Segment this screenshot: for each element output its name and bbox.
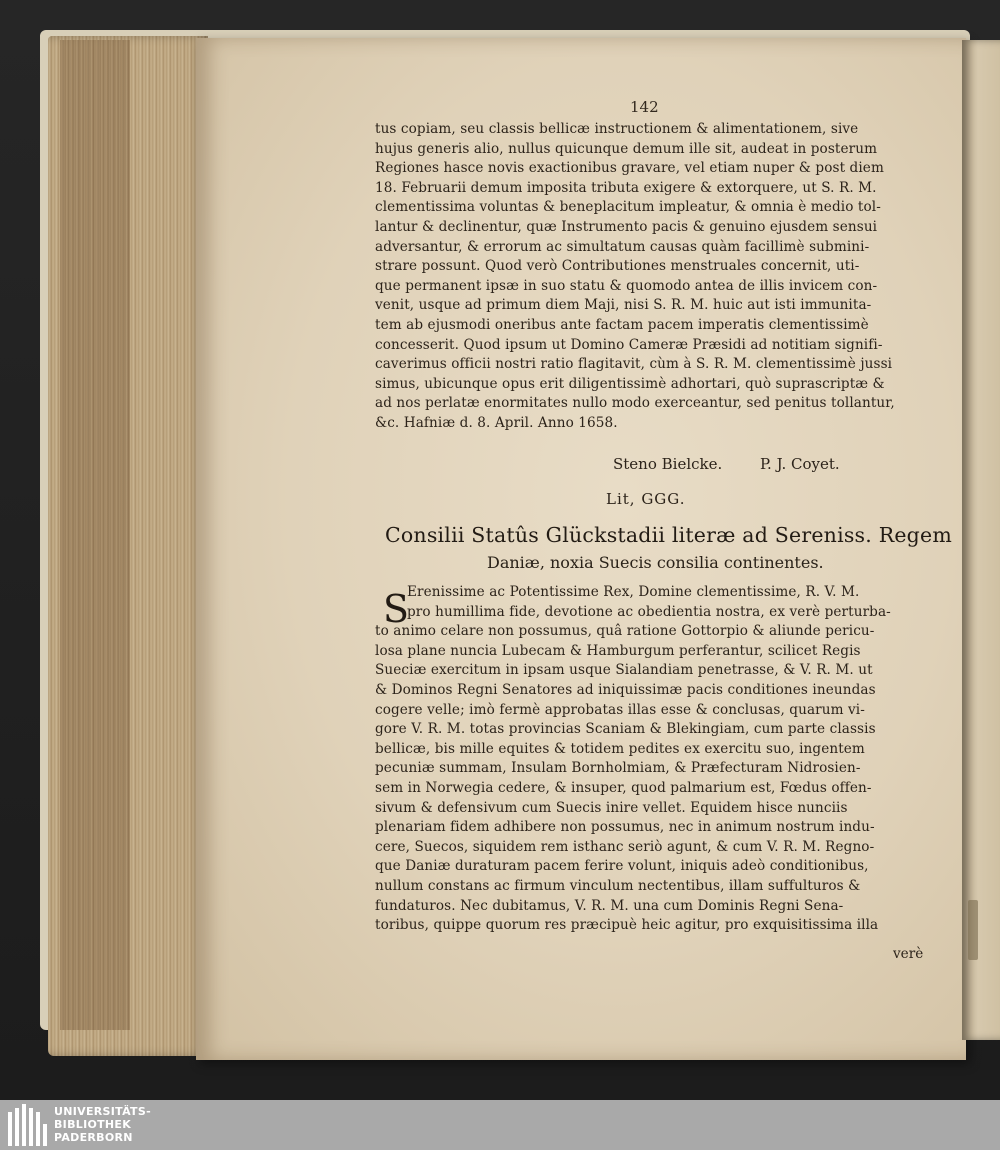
text-line: tus copiam, seu classis bellicæ instructionem & alimentationem, sive xyxy=(375,121,859,137)
text-line: concesserit. Quod ipsum ut Domino Cameræ Præsidi ad notitiam signifi- xyxy=(375,336,883,353)
text-line: que Daniæ duraturam pacem ferire volunt, iniquis adeò conditionibus, xyxy=(375,858,869,875)
text-line: fundaturos. Nec dubitamus, V. R. M. una cum Dominis Regni Sena- xyxy=(375,897,844,914)
signature-bielcke: Steno Bielcke. xyxy=(613,455,723,473)
library-logo-text xyxy=(54,1105,151,1144)
text-line: sem in Norwegia cedere, & insuper, quod palmarium est, Fœdus offen- xyxy=(375,779,872,796)
text-line: toribus, quippe quorum res præcipuè heic agitur, pro exquisitissima illa xyxy=(375,917,879,934)
text-line: venit, usque ad primum diem Maji, nisi S. R. M. huic aut isti immunita- xyxy=(375,297,872,314)
text-line: cere, Suecos, siquidem rem isthanc seriò agunt, & cum V. R. M. Regno- xyxy=(375,838,875,855)
catchword: verè xyxy=(893,946,924,962)
logo-line-2: BIBLIOTHEK xyxy=(54,1118,132,1131)
text-line: caverimus officii nostri ratio flagitavit, cùm à S. R. M. clementissimè jussi xyxy=(375,356,893,373)
text-line: sivum & defensivum cum Suecis inire vellet. Equidem hisce nunciis xyxy=(375,799,848,816)
text-line: hujus generis alio, nullus quicunque demum ille sit, audeat in posterum xyxy=(375,140,878,157)
text-line: tem ab ejusmodi oneribus ante factam pacem imperatis clementissimè xyxy=(375,316,869,333)
first-paragraph xyxy=(375,120,925,434)
text-line: Erenissime ac Potentissime Rex, Domine clementissime, R. V. M. xyxy=(407,584,860,600)
text-line: Sueciæ exercitum in ipsam usque Sialandiam penetrasse, & V. R. M. ut xyxy=(375,662,873,679)
page-number: 142 xyxy=(630,98,659,116)
text-line: pecuniæ summam, Insulam Bornholmiam, & Præfecturam Nidrosien- xyxy=(375,760,861,777)
letter-subheading: Daniæ, noxia Suecis consilia continentes. xyxy=(487,553,824,572)
text-line: to animo celare non possumus, quâ ratione Gottorpio & aliunde pericu- xyxy=(375,623,875,640)
drop-cap: S xyxy=(383,587,410,631)
page-edges-shadow xyxy=(60,40,130,1030)
library-logo-icon xyxy=(8,1104,48,1146)
text-line: cogere velle; imò fermè approbatas illas esse & conclusas, quarum vi- xyxy=(375,701,865,718)
text-line: Regiones hasce novis exactionibus gravare, vel etiam nuper & post diem xyxy=(375,160,884,177)
text-line: &c. Hafniæ d. 8. April. Anno 1658. xyxy=(375,414,618,431)
logo-line-1: UNIVERSITÄTS- xyxy=(54,1105,151,1118)
library-footer xyxy=(0,1100,1000,1150)
text-line: clementissima voluntas & beneplacitum impleatur, & omnia è medio tol- xyxy=(375,199,881,216)
text-line: 18. Februarii demum imposita tributa exigere & extorquere, ut S. R. M. xyxy=(375,179,877,196)
text-line: adversantur, & errorum ac simultatum causas quàm facillimè submini- xyxy=(375,238,870,255)
text-line: simus, ubicunque opus erit diligentissimè adhortari, quò suprascriptæ & xyxy=(375,375,885,392)
text-line: losa plane nuncia Lubecam & Hamburgum perferantur, scilicet Regis xyxy=(375,642,861,659)
text-line: plenariam fidem adhibere non possumus, nec in animum nostrum indu- xyxy=(375,819,875,836)
text-line: strare possunt. Quod verò Contributiones menstruales concernit, uti- xyxy=(375,258,860,275)
text-line: lantur & declinentur, quæ Instrumento pacis & genuino ejusdem sensui xyxy=(375,218,878,235)
text-line: pro humillima fide, devotione ac obedientia nostra, ex verè perturba- xyxy=(407,603,891,620)
logo-line-3: PADERBORN xyxy=(54,1131,133,1144)
page-clip xyxy=(968,900,978,960)
next-page-edge xyxy=(962,40,1000,1040)
letter-reference: Lit, GGG. xyxy=(606,490,686,508)
letter-heading: Consilii Statûs Glückstadii literæ ad Sereniss. Regem xyxy=(385,523,952,547)
second-paragraph xyxy=(375,583,925,936)
text-line: & Dominos Regni Senatores ad iniquissimæ pacis conditiones ineundas xyxy=(375,681,876,698)
text-line: que permanent ipsæ in suo statu & quomodo antea de illis invicem con- xyxy=(375,277,878,294)
signature-coyet: P. J. Coyet. xyxy=(760,455,840,473)
text-line: ad nos perlatæ enormitates nullo modo exerceantur, sed penitus tollantur, xyxy=(375,395,895,412)
text-line: gore V. R. M. totas provincias Scaniam & Blekingiam, cum parte classis xyxy=(375,721,876,738)
text-line: nullum constans ac firmum vinculum nectentibus, illam suffulturos & xyxy=(375,877,861,894)
text-line: bellicæ, bis mille equites & totidem pedites ex exercitu suo, ingentem xyxy=(375,740,865,757)
